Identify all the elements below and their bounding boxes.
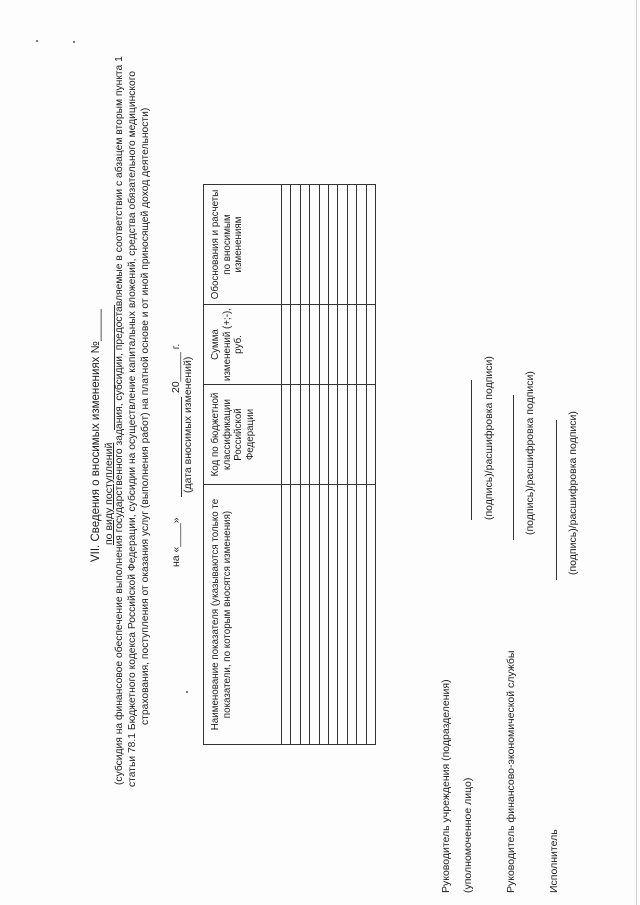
table-cell[interactable] xyxy=(347,305,356,385)
table-row xyxy=(319,185,328,745)
table-row xyxy=(300,185,309,745)
table-cell[interactable] xyxy=(291,485,300,745)
table-cell[interactable] xyxy=(357,385,366,485)
head-signature-caption: (подпись)/расшифровка подписи) xyxy=(483,356,495,520)
finance-signature-line[interactable] xyxy=(513,395,514,540)
table-cell[interactable] xyxy=(310,185,319,305)
table-row xyxy=(310,185,319,745)
table-cell[interactable] xyxy=(347,485,356,745)
table-row xyxy=(328,185,337,745)
header-change-amount: Сумма изменений (+;-), руб. xyxy=(204,305,282,385)
date-suffix: 20_____ г. xyxy=(170,343,182,393)
table-cell[interactable] xyxy=(328,385,337,485)
header-budget-code: Код по бюджетной классификации Российской Федерации xyxy=(204,385,282,485)
header-justification: Обоснования и расчеты по вносимым изменениям xyxy=(204,185,282,305)
executor-signature-caption: (подпись)/расшифровка подписи) xyxy=(567,411,579,575)
table-cell[interactable] xyxy=(310,385,319,485)
table-cell[interactable] xyxy=(291,185,300,305)
head-sublabel: (уполномоченное лицо) xyxy=(462,777,474,893)
table-row xyxy=(357,185,366,745)
table-cell[interactable] xyxy=(282,185,291,305)
finance-label: Руководитель финансово-экономической службы xyxy=(505,650,517,893)
table-cell[interactable] xyxy=(282,385,291,485)
form-note-line-3: страхования, поступления от оказания услуг (выполнения работ) на платной основе и от иной приносящей доход деятельности) xyxy=(140,107,151,725)
table-cell[interactable] xyxy=(347,185,356,305)
head-signature-line[interactable] xyxy=(471,380,472,520)
table-cell[interactable] xyxy=(319,185,328,305)
changes-table xyxy=(203,184,376,745)
date-prefix: на «____» xyxy=(170,517,182,567)
form-subtitle: по виду поступлений xyxy=(103,442,115,545)
table-cell[interactable] xyxy=(291,305,300,385)
executor-signature-line[interactable] xyxy=(556,420,557,580)
table-cell[interactable] xyxy=(338,385,347,485)
table-cell[interactable] xyxy=(347,385,356,485)
table-row xyxy=(338,185,347,745)
table-cell[interactable] xyxy=(366,485,375,745)
table-cell[interactable] xyxy=(310,305,319,385)
table-cell[interactable] xyxy=(291,385,300,485)
table-row xyxy=(282,185,291,745)
form-title: VII. Сведения о вносимых изменениях №_____ xyxy=(90,309,102,562)
form-note-line-1: (субсидия на финансовое обеспечение выполнения государственного задания, субсидии, предоставляемые в соответствии с абзацем вторым пункта 1 xyxy=(114,56,125,785)
table-cell[interactable] xyxy=(357,485,366,745)
table-row xyxy=(366,185,375,745)
table-cell[interactable] xyxy=(338,185,347,305)
header-indicator-name: Наименование показателя (указываются только те показатели, по которым вносятся изменения) xyxy=(204,485,282,745)
form-note-line-2: статьи 78.1 Бюджетного кодекса Российской Федерации, субсидии на осуществление капитальных вложений, средства обязательного медицинского xyxy=(127,70,138,787)
table-cell[interactable] xyxy=(357,185,366,305)
table-cell[interactable] xyxy=(338,305,347,385)
head-label: Руководитель учреждения (подразделения) xyxy=(440,679,452,893)
table-cell[interactable] xyxy=(300,305,309,385)
table-cell[interactable] xyxy=(366,385,375,485)
table-cell[interactable] xyxy=(319,305,328,385)
table-cell[interactable] xyxy=(328,185,337,305)
table-header-row xyxy=(204,185,282,745)
table-cell[interactable] xyxy=(300,485,309,745)
table-row xyxy=(291,185,300,745)
executor-label: Исполнитель xyxy=(548,829,560,893)
table-cell[interactable] xyxy=(328,485,337,745)
table-row xyxy=(347,185,356,745)
table-cell[interactable] xyxy=(300,385,309,485)
table-cell[interactable] xyxy=(338,485,347,745)
table-cell[interactable] xyxy=(366,185,375,305)
table-cell[interactable] xyxy=(328,305,337,385)
table-cell[interactable] xyxy=(319,485,328,745)
table-cell[interactable] xyxy=(282,305,291,385)
date-caption: (дата вносимых изменений) xyxy=(182,356,194,493)
table-cell[interactable] xyxy=(310,485,319,745)
table-cell[interactable] xyxy=(282,485,291,745)
table-cell[interactable] xyxy=(319,385,328,485)
table-cell[interactable] xyxy=(366,305,375,385)
finance-signature-caption: (подпись)/расшифровка подписи) xyxy=(524,371,536,535)
table-cell[interactable] xyxy=(357,305,366,385)
table-cell[interactable] xyxy=(300,185,309,305)
